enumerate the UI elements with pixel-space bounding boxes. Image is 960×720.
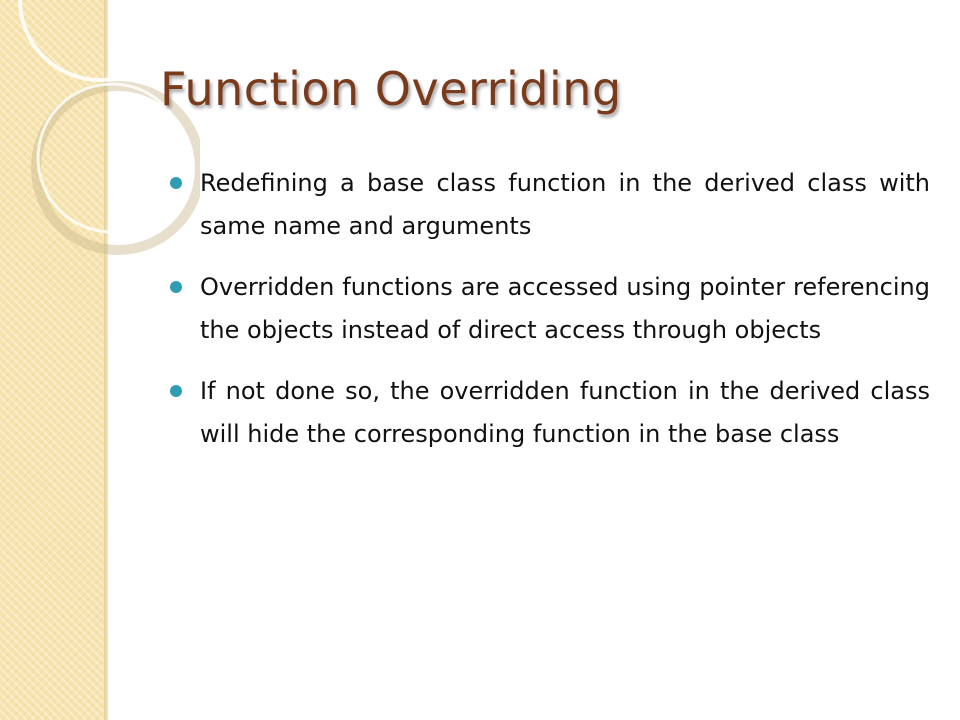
bullet-dot-icon	[170, 177, 182, 189]
bullet-item	[170, 266, 930, 352]
bullet-text: Redefining a base class function in the derived class with same name and arguments	[200, 169, 930, 240]
bullet-text: Overridden functions are accessed using pointer referencing the objects instead of direct access through objects	[200, 273, 930, 344]
bullet-dot-icon	[170, 385, 182, 397]
bullet-dot-icon	[170, 281, 182, 293]
bullet-text: If not done so, the overridden function in the derived class will hide the corresponding function in the base class	[200, 377, 930, 448]
decorative-circle-top	[20, 0, 180, 80]
bullet-item	[170, 162, 930, 248]
bullet-list	[170, 162, 930, 474]
bullet-item	[170, 370, 930, 456]
slide-title: Function Overriding	[160, 62, 622, 116]
